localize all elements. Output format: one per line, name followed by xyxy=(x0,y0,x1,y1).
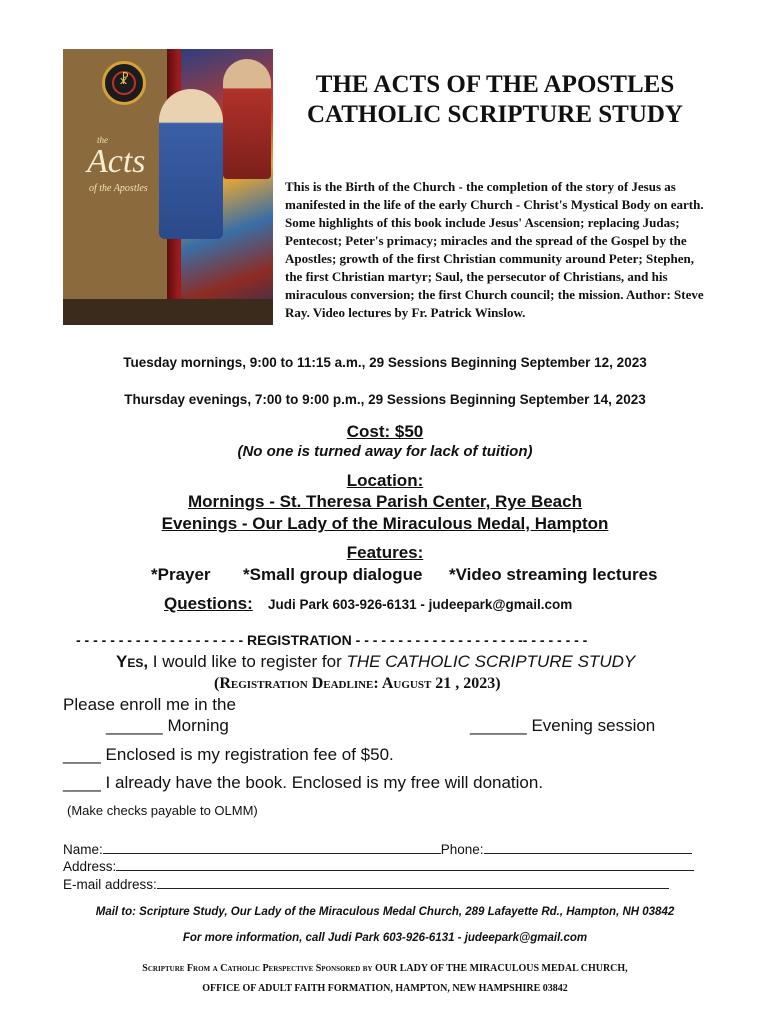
chi-rho-glyph: ☧ xyxy=(118,73,130,88)
thursday-schedule: Thursday evenings, 7:00 to 9:00 p.m., 29 Sessions Beginning September 14, 2023 xyxy=(124,392,646,407)
address-field[interactable] xyxy=(116,858,694,871)
name-phone-row xyxy=(63,841,692,857)
address-label: Address: xyxy=(63,859,117,874)
feature-item: *Video streaming lectures xyxy=(449,565,658,584)
email-label: E-mail address: xyxy=(63,877,157,892)
book-option[interactable]: ____ I already have the book. Enclosed is my free will donation. xyxy=(63,773,544,792)
address-row xyxy=(63,858,694,874)
phone-label: Phone: xyxy=(440,842,484,857)
mary-figure-art xyxy=(159,89,223,239)
book-cover-image xyxy=(63,49,273,325)
checks-note: (Make checks payable to OLMM) xyxy=(67,803,258,818)
questions-label: Questions: xyxy=(164,594,253,613)
phone-field[interactable] xyxy=(484,841,692,854)
feature-item: *Prayer xyxy=(151,565,211,584)
book-description: This is the Birth of the Church - the completion of the story of Jesus as manifested in the life of the early Church - Christ's Mystical Body on earth. Some highlights of this book include Jesus' Ascension; replacing Judas; Pentecost; Peter's primacy; miracles and the spread of the Gospel by the Apostles; growth of the first Christian community around Peter; Stephen, the first Christian martyr; Saul, the persecutor of Christians, and his miraculous conversion; the first Church council; the mission. Author: Steve Ray. Video lectures by Fr. Patrick Winslow. xyxy=(285,179,704,320)
cost-note: (No one is turned away for lack of tuition) xyxy=(237,443,533,460)
study-name: THE CATHOLIC SCRIPTURE STUDY xyxy=(346,652,636,671)
email-row xyxy=(63,876,669,892)
mail-to: Mail to: Scripture Study, Our Lady of the Miraculous Medal Church, 289 Lafayette Rd., Hampton, NH 03842 xyxy=(95,906,675,918)
title-line-1: THE ACTS OF THE APOSTLES xyxy=(315,71,675,98)
cost-heading: Cost: $50 xyxy=(346,422,424,441)
chi-rho-seal-icon xyxy=(102,61,146,105)
yes-label: Yes, xyxy=(116,652,149,671)
location-evenings: Evenings - Our Lady of the Miraculous Medal, Hampton xyxy=(161,514,609,533)
questions-contact: Judi Park 603-926-6131 - judeepark@gmail.com xyxy=(268,597,573,612)
cover-title-small: the xyxy=(97,135,108,145)
more-info: For more information, call Judi Park 603-926-6131 - judeepark@gmail.com xyxy=(182,932,588,944)
cover-subtitle: of the Apostles xyxy=(89,183,148,194)
registration-deadline: (Registration Deadline: August 21 , 2023) xyxy=(214,675,501,692)
enroll-label: Please enroll me in the xyxy=(63,695,236,714)
title-line-2: CATHOLIC SCRIPTURE STUDY xyxy=(307,101,683,128)
evening-option[interactable]: ______ Evening session xyxy=(470,716,656,735)
registration-divider: - - - - - - - - - - - - - - - - - - - - REGISTRATION - - - - - - - - - - - - - - - - - - - -- - - - - - - - xyxy=(76,632,588,648)
page-title xyxy=(300,70,690,130)
cover-title: Acts xyxy=(87,143,146,180)
registration-intro xyxy=(116,652,635,672)
tuesday-schedule: Tuesday mornings, 9:00 to 11:15 a.m., 29 Sessions Beginning September 12, 2023 xyxy=(123,355,647,370)
features-heading: Features: xyxy=(346,543,424,562)
apostle-figure-art xyxy=(223,59,271,179)
sponsor-line-2: OFFICE OF ADULT FAITH FORMATION, HAMPTON, NEW HAMPSHIRE 03842 xyxy=(202,983,568,994)
yes-text: I would like to register for xyxy=(148,652,347,671)
fee-option[interactable]: ____ Enclosed is my registration fee of $50. xyxy=(63,745,394,764)
email-field[interactable] xyxy=(157,876,669,889)
sponsor-line-1: Scripture From a Catholic Perspective Sponsored by OUR LADY OF THE MIRACULOUS MEDAL CHURCH, xyxy=(142,963,628,974)
name-label: Name: xyxy=(63,842,103,857)
location-mornings: Mornings - St. Theresa Parish Center, Rye Beach xyxy=(188,492,582,511)
cover-base xyxy=(63,299,273,325)
name-field[interactable] xyxy=(103,841,441,854)
feature-item: *Small group dialogue xyxy=(243,565,423,584)
morning-option[interactable]: ______ Morning xyxy=(106,716,229,735)
location-heading: Location: xyxy=(346,471,424,490)
